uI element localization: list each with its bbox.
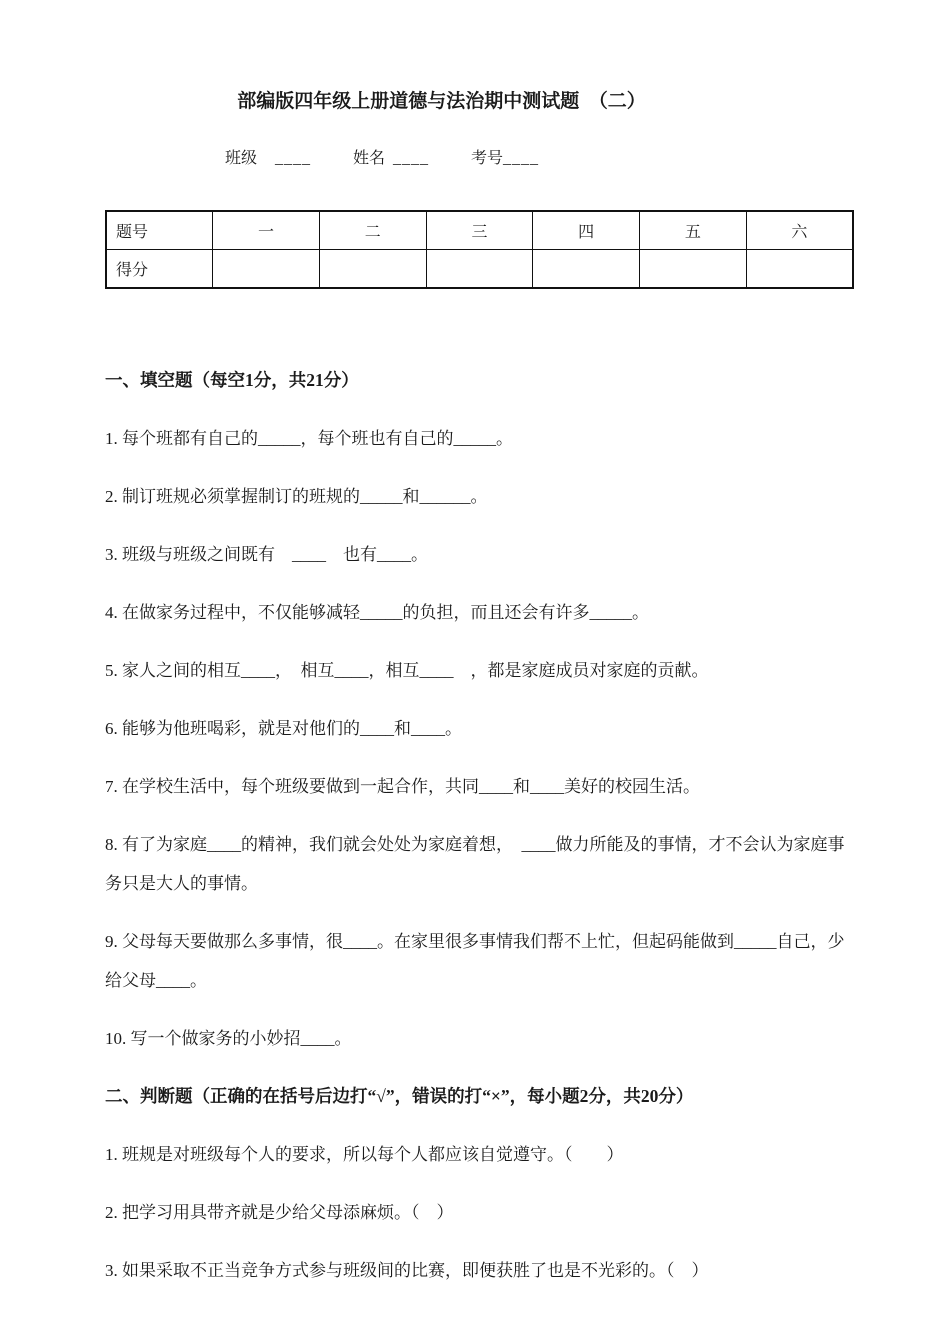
score-table <box>105 210 854 289</box>
score-value-cell <box>640 250 747 289</box>
fill-in-question-6: 6. 能够为他班喝彩，就是对他们的____和____。 <box>105 719 462 738</box>
judgement-question-2: 2. 把学习用具带齐就是少给父母添麻烦。（ ） <box>105 1203 454 1222</box>
column-header-cell: 四 <box>533 211 640 250</box>
fill-in-question-2: 2. 制订班规必须掌握制订的班规的_____和______。 <box>105 487 488 506</box>
fill-in-question-1: 1. 每个班都有自己的_____，每个班也有自己的_____。 <box>105 429 513 448</box>
fill-in-question-3: 3. 班级与班级之间既有 ____ 也有____。 <box>105 545 428 564</box>
fill-in-question-7: 7. 在学校生活中，每个班级要做到一起合作，共同____和____美好的校园生活。 <box>105 777 700 796</box>
fill-in-question-8: 8. 有了为家庭____的精神，我们就会处处为家庭着想， ____做力所能及的事情，才不会认为家庭事务只是大人的事情。 <box>105 835 845 893</box>
judgement-question-3: 3. 如果采取不正当竞争方式参与班级间的比赛，即便获胜了也是不光彩的。（ ） <box>105 1261 709 1280</box>
fill-in-question-10: 10. 写一个做家务的小妙招____。 <box>105 1029 352 1048</box>
score-label-cell: 得分 <box>106 250 213 289</box>
fill-in-question-4: 4. 在做家务过程中，不仅能够减轻_____的负担，而且还会有许多_____。 <box>105 603 649 622</box>
section-1-heading: 一、填空题（每空1分，共21分） <box>105 370 359 390</box>
column-header-cell: 一 <box>213 211 320 250</box>
fill-in-question-9: 9. 父母每天要做那么多事情，很____。在家里很多事情我们帮不上忙，但起码能做到_____自己，少给父母____。 <box>105 932 845 990</box>
class-label: 班级 <box>225 150 258 167</box>
exam-title: 部编版四年级上册道德与法治期中测试题 （二） <box>237 91 646 112</box>
score-value-cell <box>533 250 640 289</box>
column-header-cell: 五 <box>640 211 747 250</box>
class-blank: ____ <box>275 150 312 167</box>
score-value-cell <box>746 250 853 289</box>
column-header-cell: 三 <box>426 211 533 250</box>
exam-number-label: 考号 <box>471 150 504 167</box>
judgement-question-1: 1. 班规是对班级每个人的要求，所以每个人都应该自觉遵守。（ ） <box>105 1145 624 1164</box>
question-number-label-cell: 题号 <box>106 211 213 250</box>
name-label: 姓名 <box>353 150 386 167</box>
score-value-cell <box>426 250 533 289</box>
score-value-cell <box>213 250 320 289</box>
exam-number-blank: ____ <box>503 150 540 167</box>
section-2-heading: 二、判断题（正确的在括号后边打“√”，错误的打“×”，每小题2分，共20分） <box>105 1086 694 1106</box>
student-info-line <box>225 150 850 168</box>
fill-in-question-5: 5. 家人之间的相互____， 相互____，相互____ ，都是家庭成员对家庭的贡献。 <box>105 661 709 680</box>
score-table-header-row <box>106 211 853 250</box>
column-header-cell: 二 <box>319 211 426 250</box>
score-table-score-row <box>106 250 853 289</box>
column-header-cell: 六 <box>746 211 853 250</box>
name-blank: ____ <box>393 150 430 167</box>
score-value-cell <box>319 250 426 289</box>
